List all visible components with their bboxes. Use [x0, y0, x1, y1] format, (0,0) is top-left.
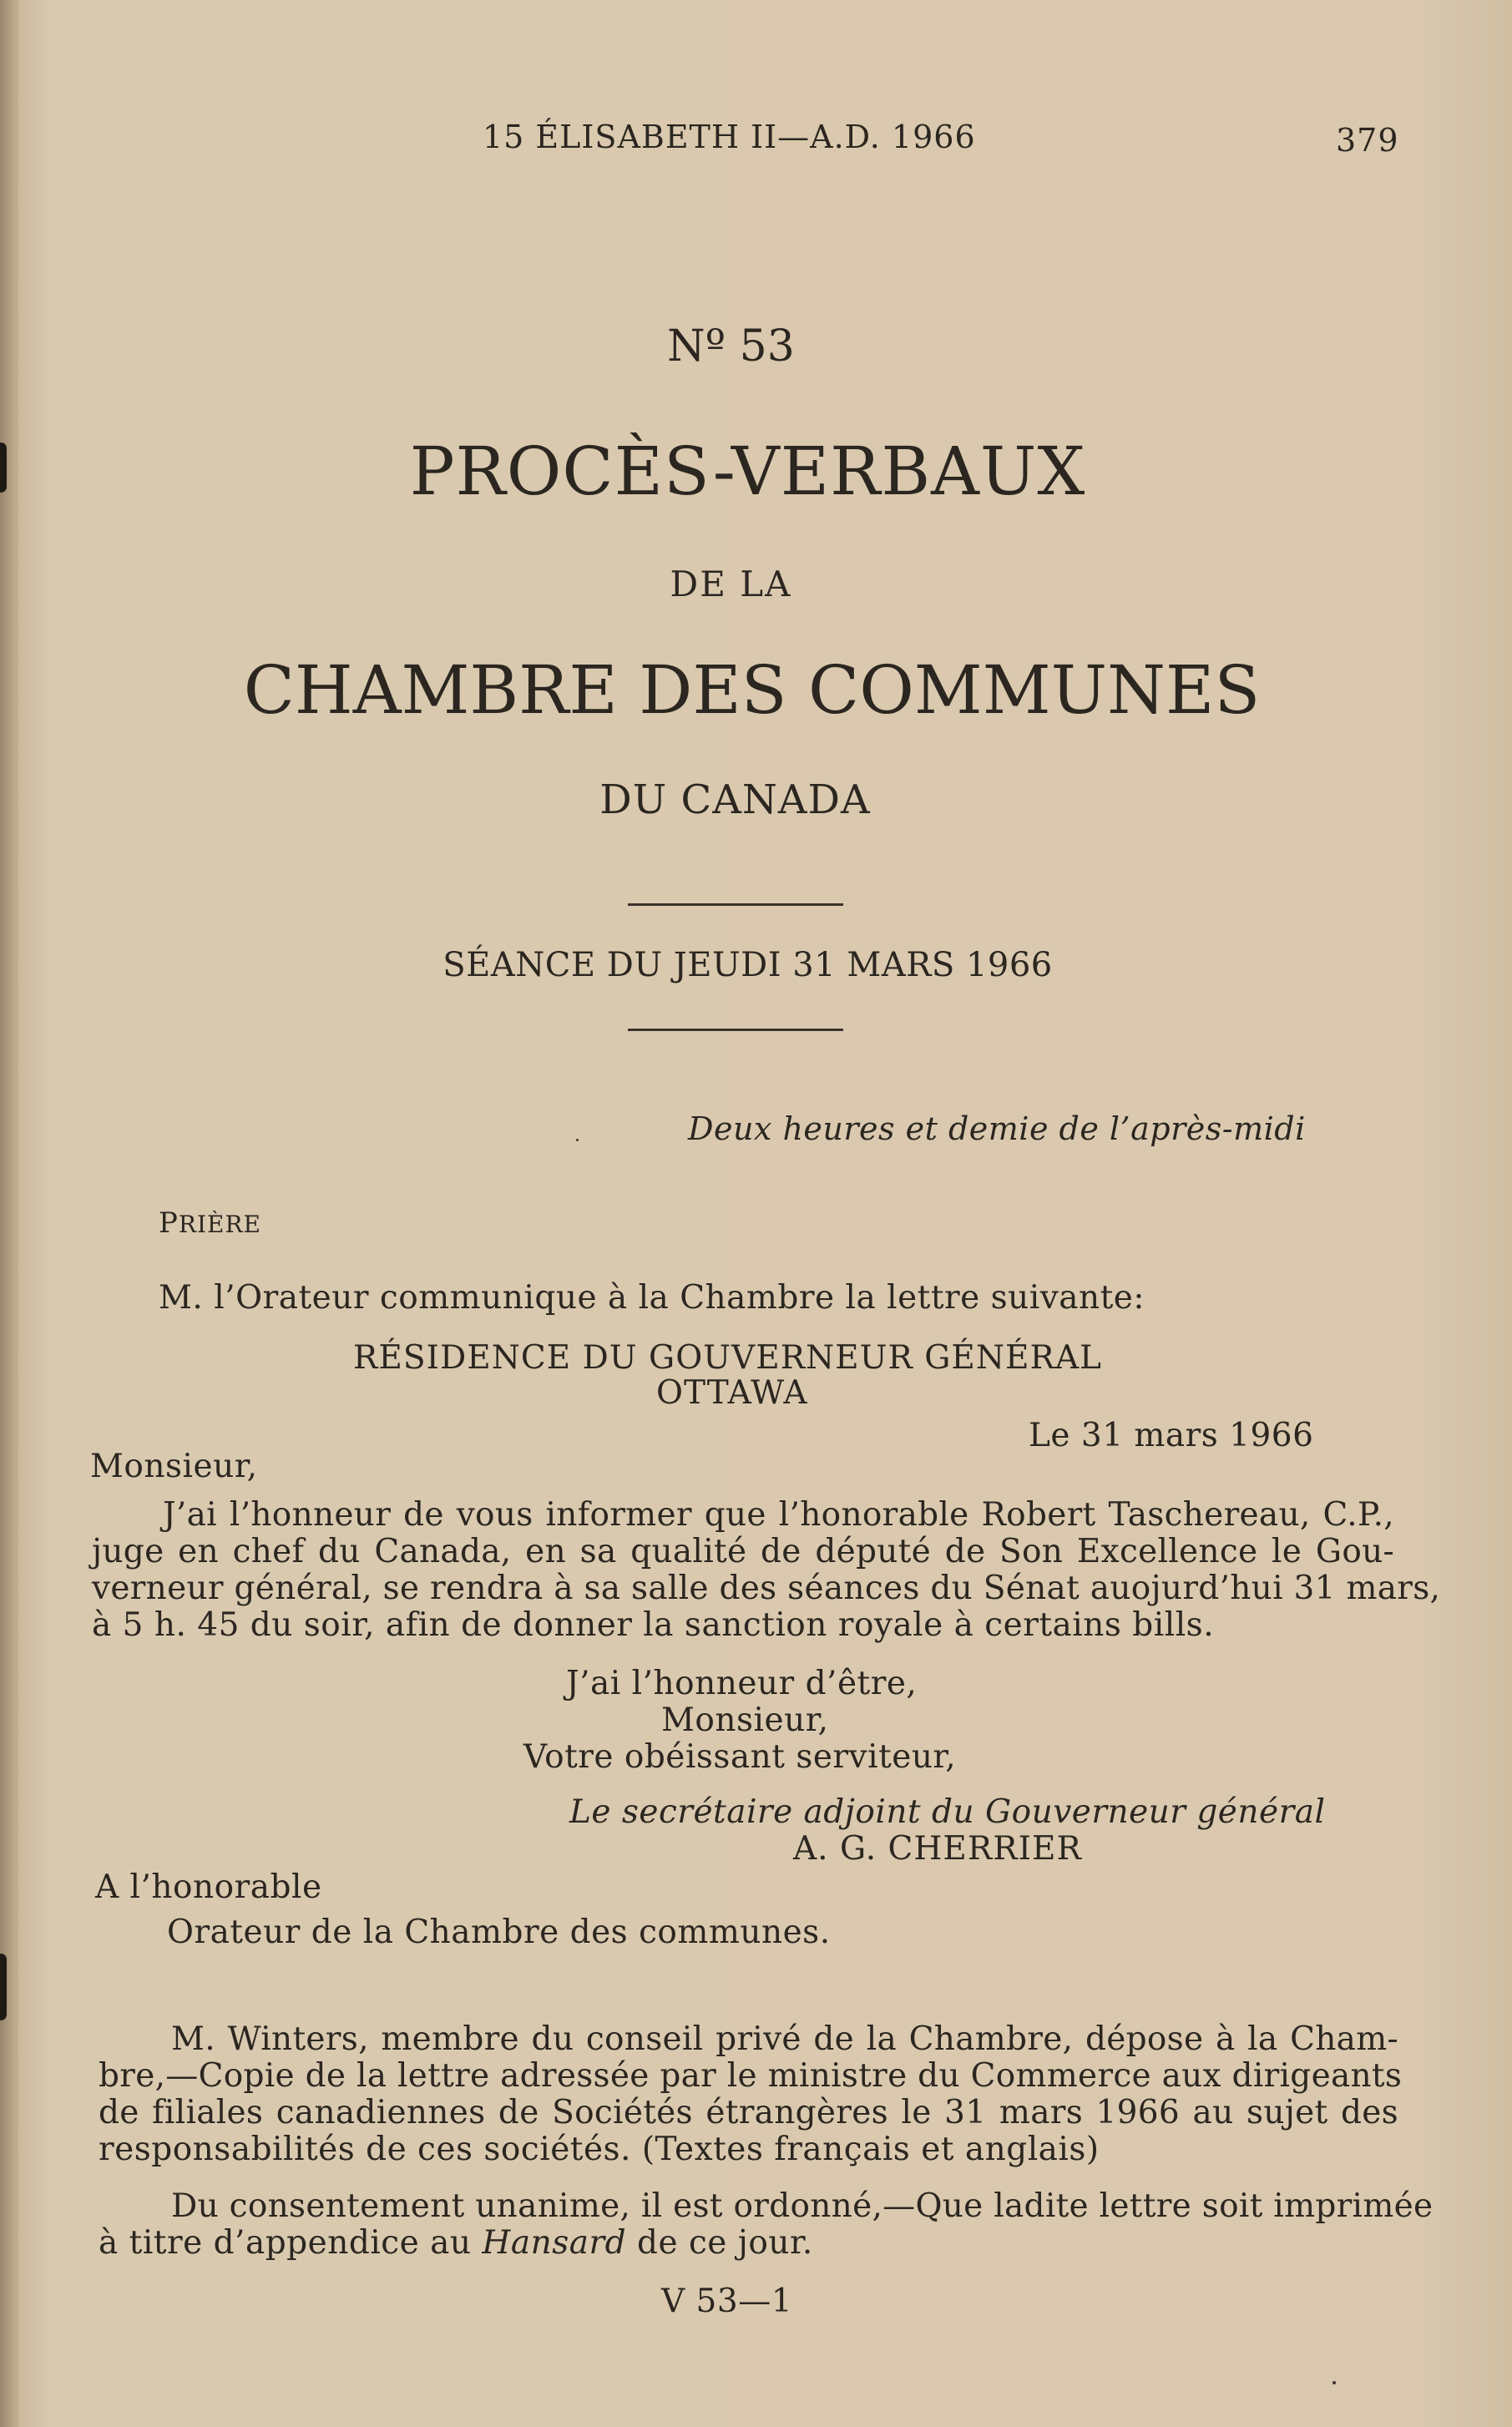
divider-bottom — [628, 1029, 843, 1031]
binding-hole — [0, 1954, 7, 2020]
issue-number: Nº 53 — [667, 321, 795, 372]
sitting-time: Deux heures et demie de l’après-midi — [688, 1110, 1306, 1147]
running-title: 15 ÉLISABETH II—A.D. 1966 — [483, 119, 976, 155]
divider-top — [628, 903, 843, 906]
paper-speck — [576, 1139, 579, 1141]
letter-date: Le 31 mars 1966 — [1029, 1417, 1314, 1454]
prayer-heading: PRIÈRE — [159, 1206, 261, 1240]
letter-intro: M. l’Orateur communique à la Chambre la lettre suivante: — [159, 1279, 1145, 1317]
signatory-title: Le secrétaire adjoint du Gouverneur général — [569, 1793, 1326, 1831]
letter-body-line: J’ai l’honneur de vous informer que l’honorable Robert Taschereau, C.P., — [163, 1496, 1394, 1534]
paragraph-line: Du consentement unanime, il est ordonné,—Que ladite lettre soit imprimée — [171, 2187, 1434, 2225]
letter-body-line: à 5 h. 45 du soir, afin de donner la sanction royale à certains bills. — [92, 1606, 1215, 1644]
signature-mark: V 53—1 — [661, 2283, 793, 2320]
paragraph-text: de ce jour. — [626, 2224, 813, 2262]
sitting-date: SÉANCE DU JEUDI 31 MARS 1966 — [442, 946, 1053, 984]
chamber-name: CHAMBRE DES COMMUNES — [243, 651, 1261, 729]
letter-city: OTTAWA — [656, 1374, 808, 1412]
letter-body-line: juge en chef du Canada, en sa qualité de député de Son Excellence le Gou- — [92, 1533, 1394, 1570]
letter-closing: Monsieur, — [661, 1701, 829, 1739]
paragraph-text: à titre d’appendice au — [99, 2224, 483, 2262]
letter-closing: Votre obéissant serviteur, — [523, 1738, 957, 1776]
letter-residence: RÉSIDENCE DU GOUVERNEUR GÉNÉRAL — [353, 1339, 1102, 1377]
paragraph-line — [99, 2224, 813, 2262]
document-title: PROCÈS-VERBAUX — [409, 432, 1086, 510]
country-name: DU CANADA — [599, 776, 871, 823]
paragraph-line: M. Winters, membre du conseil privé de la Chambre, dépose à la Cham- — [171, 2020, 1398, 2058]
page-number: 379 — [1336, 122, 1399, 159]
letter-closing: J’ai l’honneur d’être, — [566, 1665, 918, 1702]
hansard-reference: Hansard — [482, 2224, 627, 2262]
paper-speck — [1332, 2381, 1336, 2384]
letter-addressee: Orateur de la Chambre des communes. — [167, 1914, 831, 1951]
paragraph-line: de filiales canadiennes de Sociétés étrangères le 31 mars 1966 au sujet des — [99, 2094, 1398, 2131]
letter-salutation: Monsieur, — [90, 1448, 258, 1485]
paragraph-line: responsabilités de ces sociétés. (Textes français et anglais) — [99, 2131, 1100, 2168]
letter-addressee: A l’honorable — [95, 1868, 322, 1906]
title-connector: DE LA — [670, 564, 792, 604]
letter-body-line: verneur général, se rendra à sa salle des séances du Sénat auojurd’hui 31 mars, — [92, 1570, 1441, 1607]
signatory-name: A. G. CHERRIER — [793, 1830, 1082, 1868]
paragraph-line: bre,—Copie de la lettre adressée par le ministre du Commerce aux dirigeants — [99, 2057, 1403, 2095]
